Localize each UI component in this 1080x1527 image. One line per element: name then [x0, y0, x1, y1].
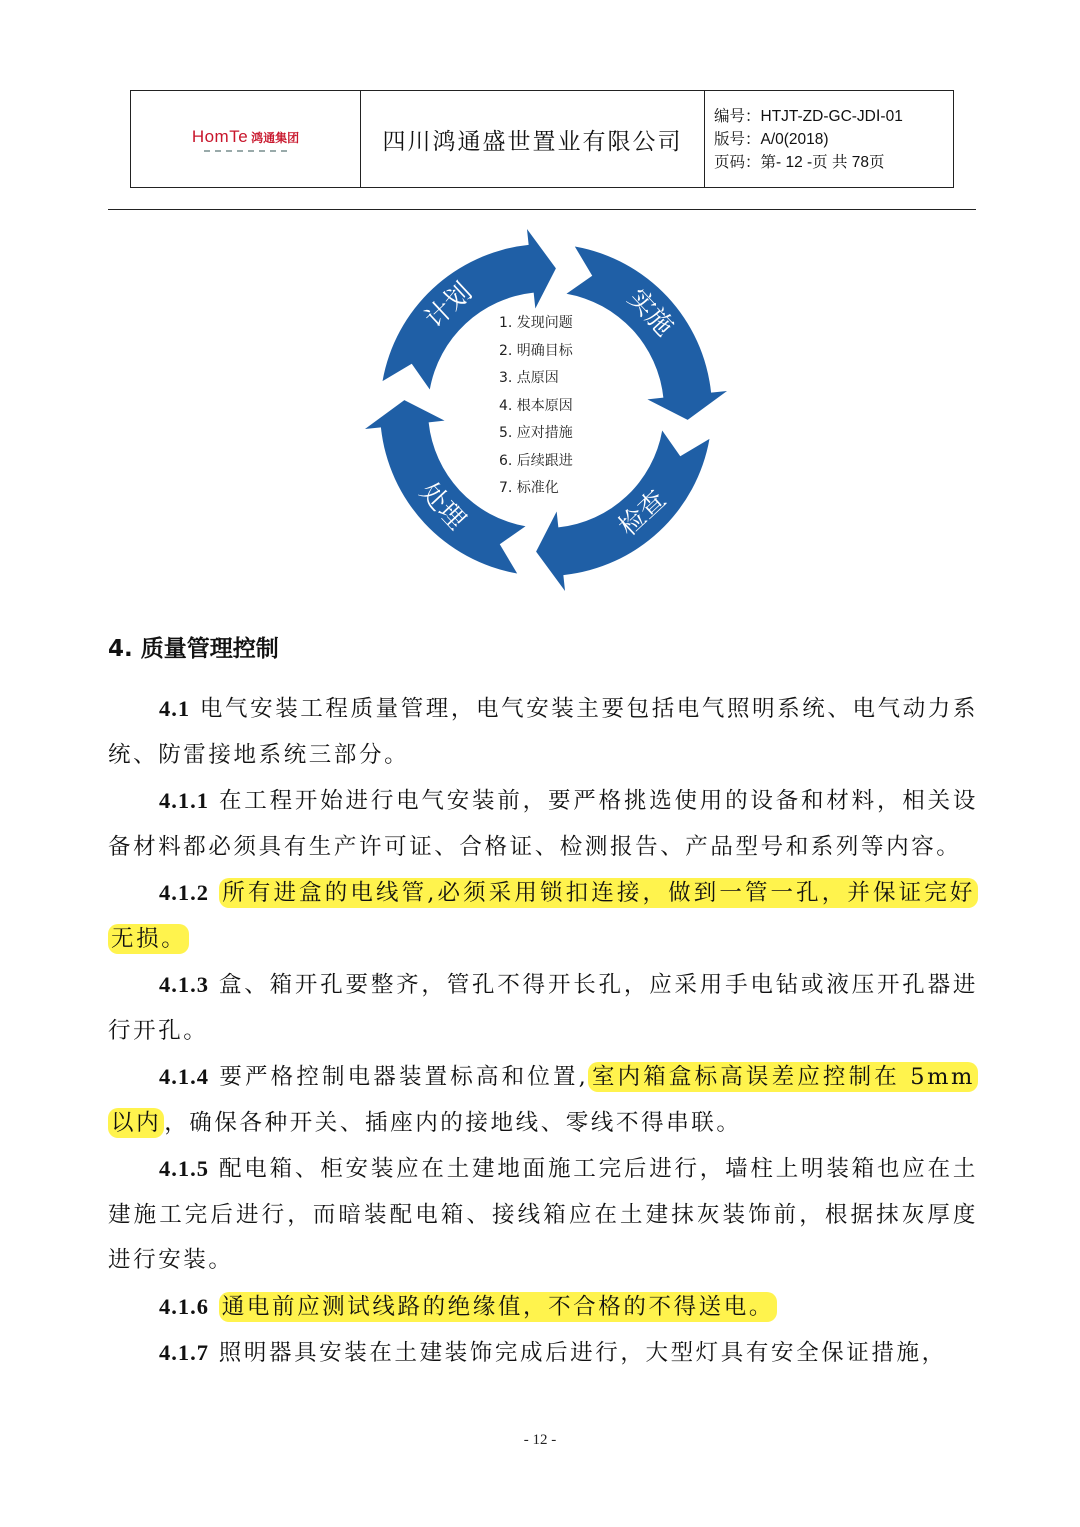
company-name: 四川鸿通盛世置业有限公司 — [361, 91, 705, 187]
header-divider — [108, 209, 976, 210]
step-item: 7. 标准化 — [499, 480, 559, 496]
step-item: 5. 应对措施 — [499, 425, 573, 441]
paragraph-4-1-3: 4.1.3 盒、箱开孔要整齐，管孔不得开长孔，应采用手电钻或液压开孔器进行开孔。 — [108, 972, 978, 1044]
highlighted-text: 室内箱盒标高误差应控制在 5mm 以内 — [108, 1062, 978, 1138]
step-item: 2. 明确目标 — [499, 342, 573, 359]
logo-brand-text: HomTe — [191, 126, 249, 146]
document-code: 编号：HTJT-ZD-GC-JDⅠ-01 — [714, 107, 903, 125]
paragraph-4-1: 4.1 电气安装工程质量管理，电气安装主要包括电气照明系统、电气动力系统、防雷接地系统三部分。 — [108, 696, 978, 768]
logo-chinese-text: 鸿通集团 — [251, 130, 300, 145]
paragraph-4-1-4: 4.1.4 要严格控制电器装置标高和位置, 室内箱盒标高误差应控制在 5mm 以内 ，确保各种开关、插座内的接地线、零线不得串联。 — [108, 1054, 978, 1146]
paragraph-4-1-5: 4.1.5 配电箱、柜安装应在土建地面施工完后进行，墙柱上明装箱也应在土建施工完后进行，而暗装配电箱、接线箱应在土建抹灰装饰前，根据抹灰厚度进行安装。 — [108, 1156, 978, 1273]
document-meta — [705, 91, 953, 187]
step-item: 1. 发现问题 — [499, 315, 573, 331]
cycle-stage-label: 检查 — [613, 484, 672, 543]
highlighted-text: 所有进盒的电线管,必须采用锁扣连接，做到一管一孔，并保证完好无损。 — [108, 878, 978, 954]
logo-cell — [131, 91, 361, 187]
step-item: 3. 点原因 — [499, 370, 559, 386]
highlighted-text: 通电前应测试线路的绝缘值，不合格的不得送电。 — [219, 1292, 777, 1322]
step-list — [499, 310, 619, 503]
paragraph-4-1-7: 4.1.7 照明器具安装在土建装饰完成后进行，大型灯具有安全保证措施， — [159, 1340, 947, 1366]
step-item: 4. 根本原因 — [499, 397, 573, 414]
document-page: 页码：第- 12 -页 共 78页 — [714, 153, 885, 171]
document-version: 版号：A/0(2018) — [714, 130, 829, 148]
cycle-stage-label: 计划 — [419, 277, 479, 335]
document-header-table — [130, 90, 954, 188]
section-heading: 4. 质量管理控制 — [108, 636, 279, 662]
paragraph-4-1-6: 4.1.6 通电前应测试线路的绝缘值，不合格的不得送电。 — [108, 1284, 978, 1331]
step-item: 6. 后续跟进 — [499, 452, 573, 469]
pdca-cycle-diagram — [360, 228, 732, 592]
company-logo — [192, 127, 299, 147]
cycle-stage-label: 实施 — [621, 283, 679, 343]
page-number: - 12 - — [523, 1432, 557, 1448]
paragraph-4-1-2: 4.1.2 所有进盒的电线管,必须采用锁扣连接，做到一管一孔，并保证完好无损。 — [108, 870, 978, 962]
paragraph-4-1-1: 4.1.1 在工程开始进行电气安装前，要严格挑选使用的设备和材料，相关设备材料都必须具有生产许可证、合格证、检测报告、产品型号和系列等内容。 — [108, 788, 978, 860]
logo-tagline-decoration — [204, 150, 287, 152]
cycle-stage-label: 处理 — [413, 477, 472, 536]
section-body — [108, 686, 978, 1377]
